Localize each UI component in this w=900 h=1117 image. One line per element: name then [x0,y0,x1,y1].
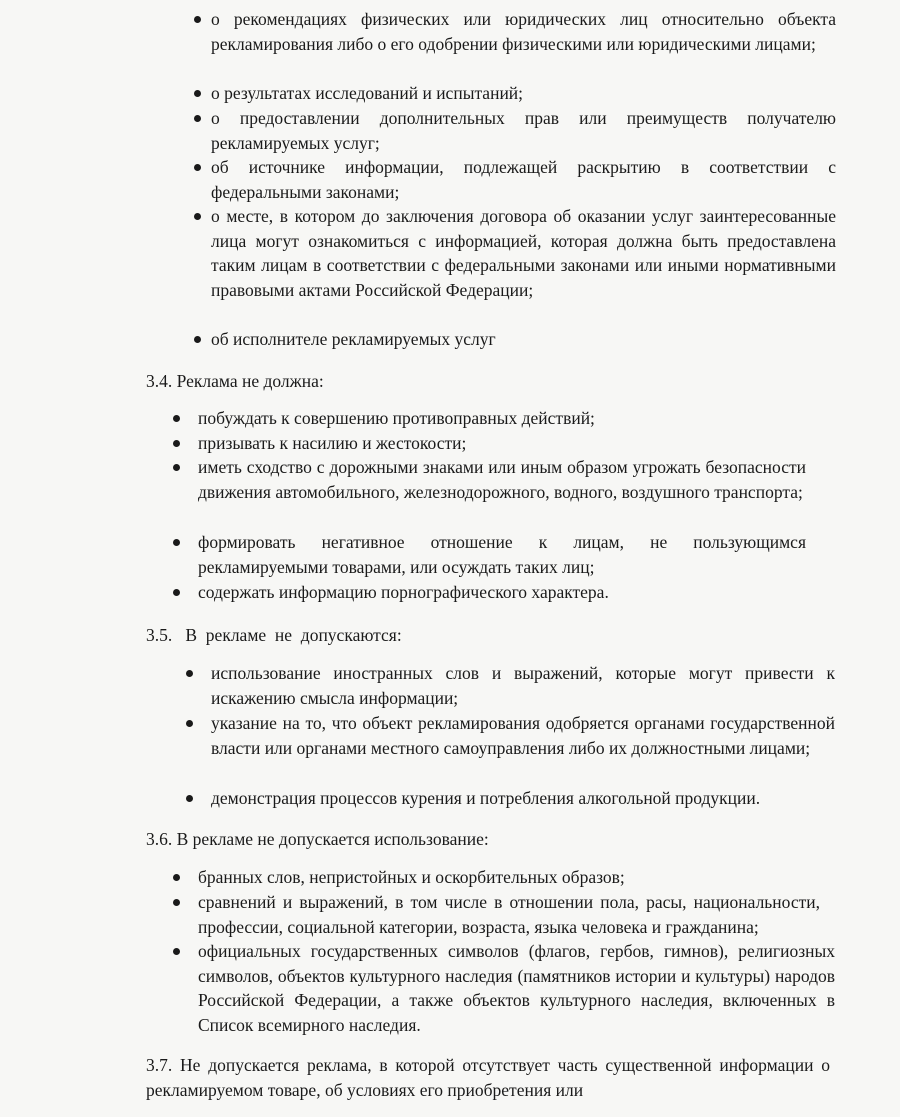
bullet-dot [173,539,180,546]
bullet-dot [173,464,180,471]
bullet-dot [173,415,180,422]
list-item: о рекомендациях физических или юридических лиц относительно объекта рекламирования либо о его одобрении физическими или юридическими лицами; [211,9,836,54]
section-heading-3-4: 3.4. Реклама не должна: [146,371,324,391]
list-item: призывать к насилию и жестокости; [198,433,467,453]
list-item: бранных слов, непристойных и оскорбительных образов; [198,867,625,887]
bullet-dot [194,164,201,171]
bullet-dot [186,795,193,802]
list-item: об источнике информации, подлежащей раскрытию в соответствии с федеральными законами; [211,157,836,202]
list-item: о предоставлении дополнительных прав или преимуществ получателю рекламируемых услуг; [211,108,836,153]
list-item: официальных государственных символов (флагов, гербов, гимнов), религиозных символов, объектов культурного наследия (памятников истории и культуры) народов Российской Федерации, а также объектов культурного наследия, включенных в Список всемирного наследия. [198,941,835,1035]
section-paragraph-3-7: 3.7. Не допускается реклама, в которой отсутствует часть существенной информации о рекламируемом товаре, об условиях его приобретения или [146,1055,830,1100]
list-item: содержать информацию порнографического характера. [198,582,609,602]
bullet-dot [194,16,201,23]
list-item: побуждать к совершению противоправных действий; [198,408,595,428]
bullet-dot [173,874,180,881]
bullet-dot [173,948,180,955]
bullet-dot [173,589,180,596]
list-item: об исполнителе рекламируемых услуг [211,329,496,349]
bullet-dot [194,115,201,122]
bullet-dot [173,899,180,906]
section-heading-3-6: 3.6. В рекламе не допускается использование: [146,829,489,849]
bullet-dot [194,90,201,97]
bullet-dot [194,336,201,343]
list-item: иметь сходство с дорожными знаками или иным образом угрожать безопасности движения автомобильного, железнодорожного, водного, воздушного транспорта; [198,457,806,502]
list-item: демонстрация процессов курения и потребления алкогольной продукции. [211,788,761,808]
bullet-dot [194,213,201,220]
list-item: о месте, в котором до заключения договора об оказании услуг заинтересованные лица могут ознакомиться с информацией, которая должна быть предоставлена таким лицам в соответствии с федеральными законами или иными нормативными правовыми актами Российской Федерации; [211,206,836,300]
bullet-dot [186,720,193,727]
list-item: сравнений и выражений, в том числе в отношении пола, расы, национальности, профессии, социальной категории, возраста, языка человека и гражданина; [198,892,820,937]
list-item: указание на то, что объект рекламирования одобряется органами государственной власти или органами местного самоуправления либо их должностными лицами; [211,713,835,758]
list-item: формировать негативное отношение к лицам, не пользующимся рекламируемыми товарами, или осуждать таких лиц; [198,532,806,577]
list-item: использование иностранных слов и выражений, которые могут привести к искажению смысла информации; [211,663,835,708]
section-heading-3-5: 3.5. В рекламе не допускаются: [146,625,402,645]
bullet-dot [186,670,193,677]
bullet-dot [173,440,180,447]
list-item: о результатах исследований и испытаний; [211,83,524,103]
